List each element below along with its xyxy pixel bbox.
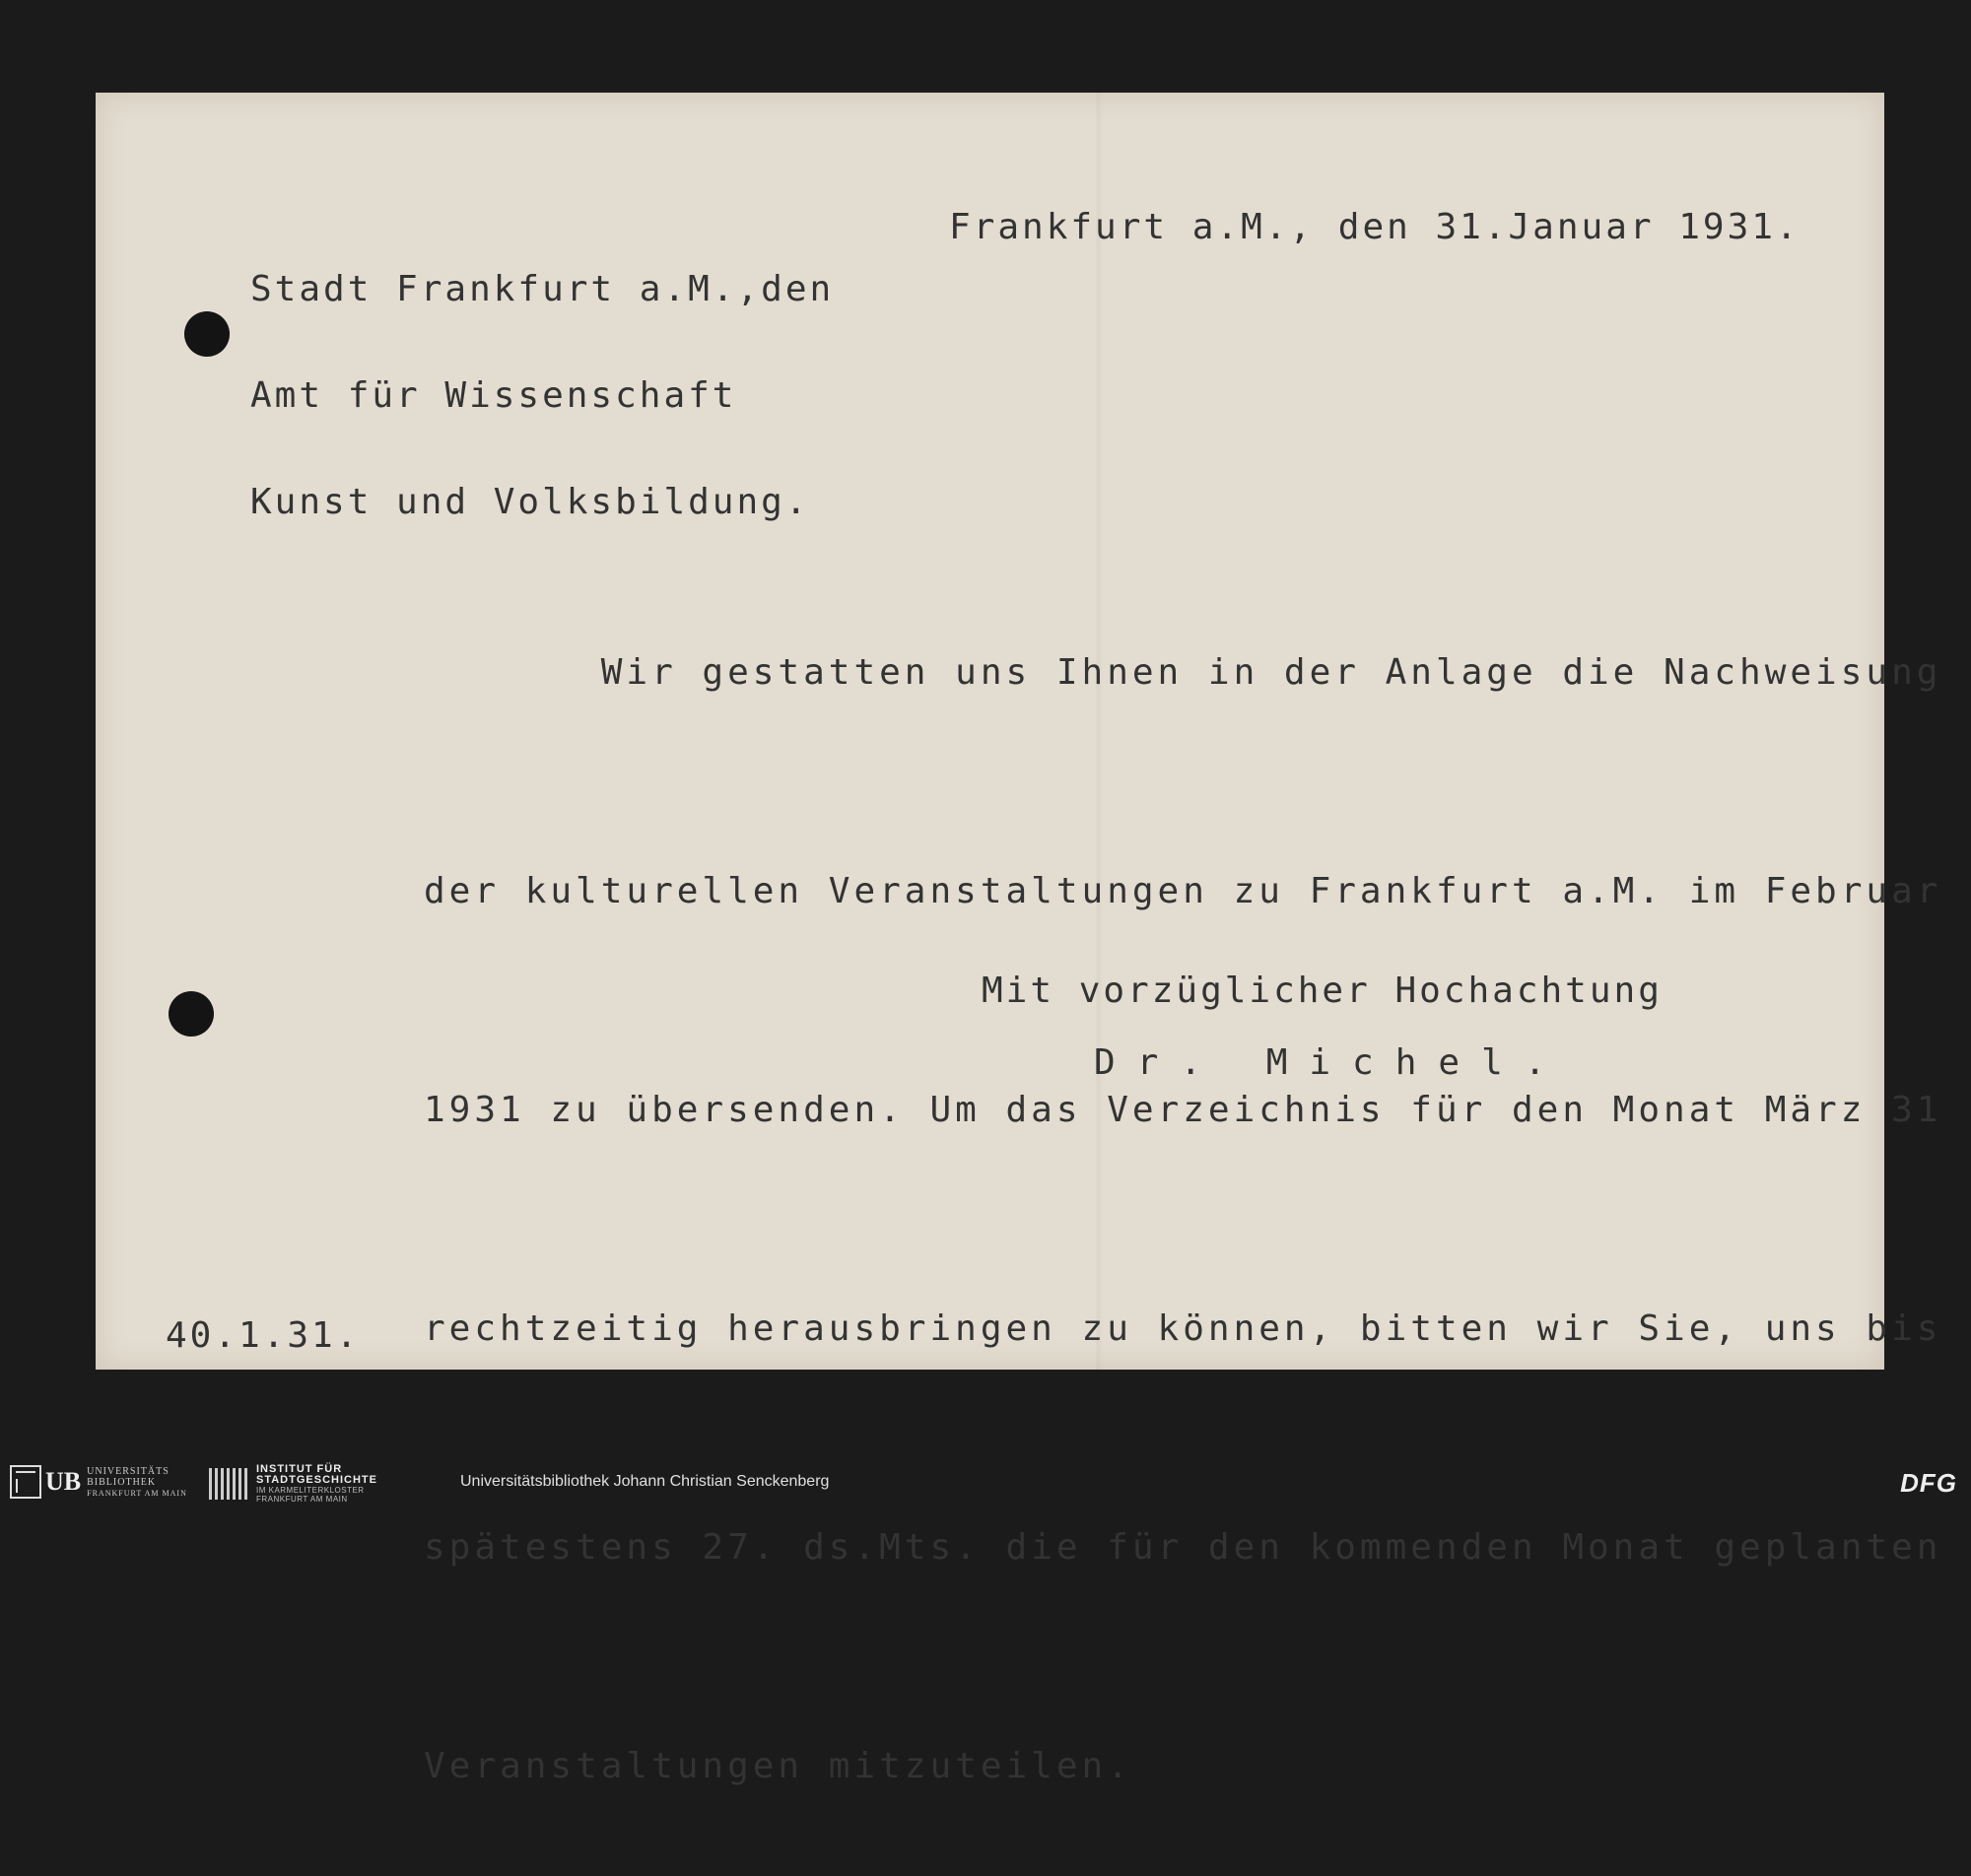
isg-logo-line: FRANKFURT AM MAIN — [256, 1495, 348, 1504]
body-line: rechtzeitig herausbringen zu können, bitten wir Sie, uns bis — [424, 1308, 1942, 1349]
viewer-footer — [0, 1458, 1971, 1507]
isg-logo-text — [256, 1464, 377, 1504]
ub-logo-line: BIBLIOTHEK — [87, 1476, 157, 1488]
isg-logo-line: IM KARMELITERKLOSTER — [256, 1486, 365, 1495]
body-line: Wir gestatten uns Ihnen in der Anlage die Nachweisung — [424, 652, 1942, 693]
signature-line: Dr. Michel. — [1094, 1042, 1568, 1083]
dfg-logo[interactable]: DFG — [1900, 1468, 1957, 1498]
body-line: 1931 zu übersenden. Um das Verzeichnis für den Monat März 31 — [424, 1090, 1942, 1130]
letter-body — [424, 491, 1941, 1876]
sender-line: Stadt Frankfurt a.M.,den — [250, 269, 835, 309]
punch-hole-top — [184, 311, 230, 357]
ub-logo[interactable] — [10, 1464, 187, 1500]
closing-line: Mit vorzüglicher Hochachtung — [982, 971, 1663, 1011]
sender-line: Kunst und Volksbildung. — [250, 482, 810, 522]
reference-number: 40.1.31. — [166, 1315, 361, 1356]
isg-logo-icon — [209, 1468, 248, 1500]
library-name-link[interactable]: Universitätsbibliothek Johann Christian Senckenberg — [460, 1473, 830, 1490]
isg-logo[interactable] — [209, 1464, 377, 1504]
ub-logo-line: UNIVERSITÄTS — [87, 1465, 170, 1477]
ub-logo-text — [87, 1466, 187, 1499]
date-line: Frankfurt a.M., den 31.Januar 1931. — [949, 207, 1801, 247]
ub-logo-letters: UB — [45, 1467, 82, 1496]
punch-hole-bottom — [169, 991, 214, 1037]
isg-logo-line: INSTITUT FÜR — [256, 1463, 343, 1475]
ub-logo-icon — [10, 1465, 41, 1499]
ub-logo-line: FRANKFURT AM MAIN — [87, 1488, 187, 1498]
body-line: spätestens 27. ds.Mts. die für den kommenden Monat geplanten — [424, 1527, 1942, 1568]
body-line: Veranstaltungen mitzuteilen. — [424, 1746, 1132, 1786]
sender-line: Amt für Wissenschaft — [250, 375, 737, 416]
isg-logo-line: STADTGESCHICHTE — [256, 1474, 377, 1486]
body-line: der kulturellen Veranstaltungen zu Frankfurt a.M. im Februar — [424, 871, 1942, 911]
